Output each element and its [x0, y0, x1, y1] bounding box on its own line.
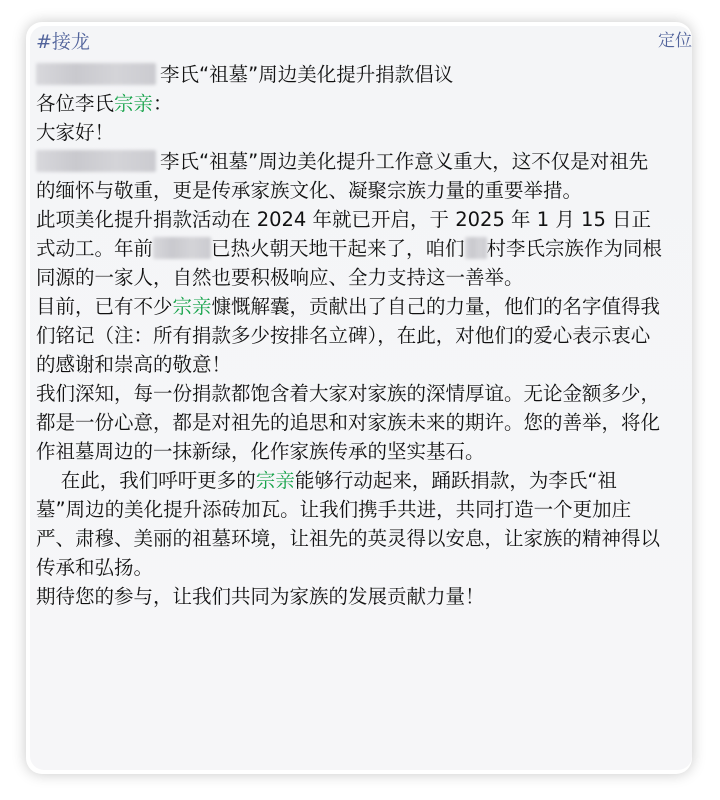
paragraph-gratitude: 我们深知，每一份捐款都饱含着大家对家族的深情厚谊。无论金额多少，都是一份心意，都是对祖先的追思和对家族未来的期许。您的善举，将化作祖墓周边的一抹新绿，化作家族传承的坚实基石。	[36, 382, 661, 463]
hello-line: 大家好！	[36, 121, 115, 144]
post-title: 李氏“祖墓”周边美化提升捐款倡议	[36, 60, 666, 89]
solitaire-tag[interactable]: #接龙	[36, 31, 90, 53]
redacted-block	[465, 237, 487, 259]
greeting: 各位李氏宗亲：	[36, 92, 173, 115]
kin-highlight: 宗亲	[172, 295, 212, 318]
locate-link[interactable]: 定位	[658, 31, 692, 51]
paragraph-progress: 此项美化提升捐款活动在 2024 年就已开启，于 2025 年 1 月 15 日正式动工。年前 已热火朝天地干起来了，咱们 村李氏宗族作为同根同源的一家人，自然也要积极响应、全力支持这一善举。	[36, 208, 663, 289]
paragraph-appeal: 在此，我们呼吁更多的宗亲能够行动起来，踊跃捐款，为李氏“祖墓”周边的美化提升添砖加瓦。让我们携手共进，共同打造一个更加庄严、肃穆、美丽的祖墓环境，让祖先的英灵得以安息，让家族的精神得以传承和弘扬。	[36, 469, 661, 579]
kin-highlight: 宗亲	[255, 469, 295, 492]
redacted-block	[36, 63, 156, 85]
paragraph-significance: 李氏“祖墓”周边美化提升工作意义重大，这不仅是对祖先的缅怀与敬重，更是传承家族文化、凝聚宗族力量的重要举措。	[36, 150, 649, 202]
redacted-block	[153, 237, 211, 259]
message-card	[30, 26, 692, 770]
redacted-block	[36, 150, 156, 172]
paragraph-donors: 目前，已有不少宗亲慷慨解囊，贡献出了自己的力量，他们的名字值得我们铭记（注：所有捐款多少按排名立碑），在此，对他们的爱心表示衷心的感谢和崇高的敬意！	[36, 295, 661, 376]
kin-highlight: 宗亲	[114, 92, 154, 115]
post-content	[36, 60, 666, 611]
closing-line: 期待您的参与，让我们共同为家族的发展贡献力量！	[36, 585, 485, 608]
